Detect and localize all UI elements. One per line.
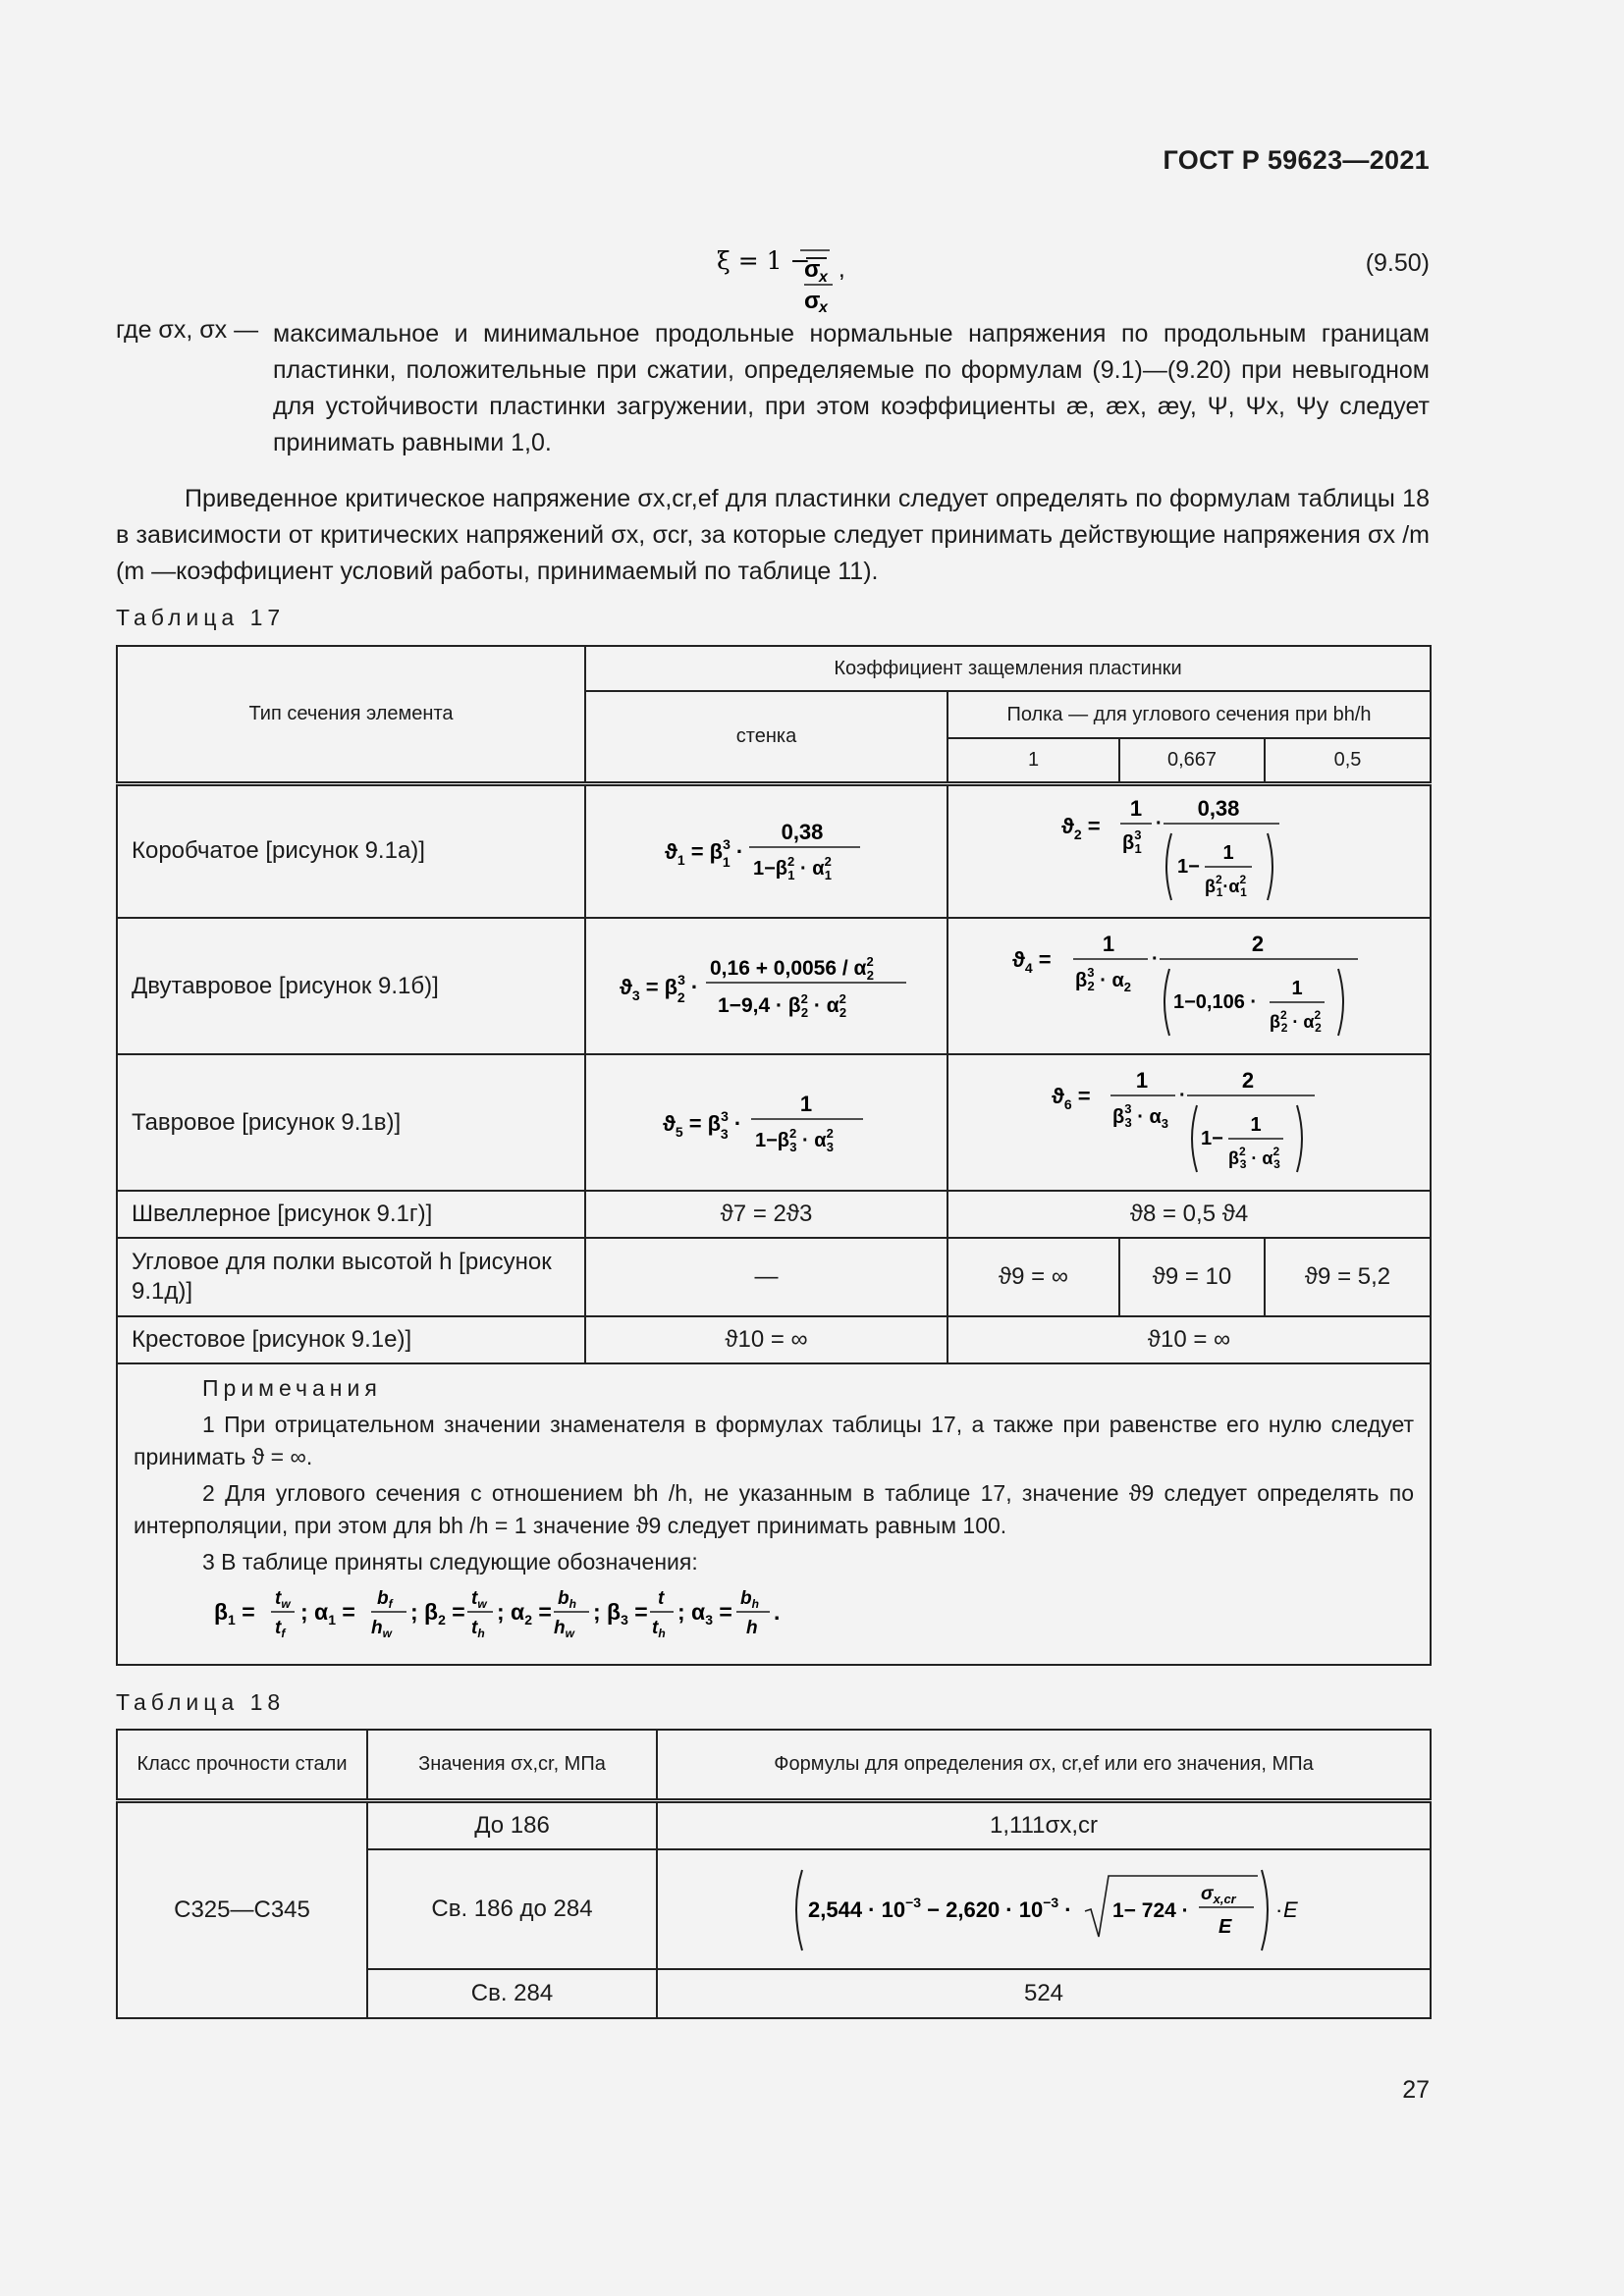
svg-text:1−9,4 · β22 · α22: $1-9,4 \cdot \beta^2$ $2 \cdot \alpha^2$ 2 xyxy=(717,990,846,1020)
t18-range-3: Св. 284 xyxy=(367,1969,657,2018)
t17-web-box xyxy=(585,783,947,918)
svg-text:1− 724 ·: 1− 724 · xyxy=(1112,1899,1189,1922)
table-17 xyxy=(116,645,1432,1666)
svg-text:bh: $b_h$ xyxy=(558,1588,576,1611)
svg-text:1: 1 xyxy=(1129,796,1143,822)
t17-flange-tbeam xyxy=(947,1054,1431,1191)
svg-text:·: · xyxy=(1275,1897,1283,1922)
table-row xyxy=(117,918,1431,1054)
t17-type-box: Коробчатое [рисунок 9.1а)] xyxy=(117,783,585,918)
t17-flange-ibeam xyxy=(947,918,1431,1054)
table-row xyxy=(117,1191,1431,1238)
t17-flange-channel: ϑ8 = 0,5 ϑ4 xyxy=(947,1191,1431,1238)
svg-text:x: x xyxy=(819,269,828,286)
t18-range-2: Св. 186 до 284 xyxy=(367,1849,657,1969)
svg-text:1: 1 xyxy=(1222,842,1234,865)
equation-formula xyxy=(717,226,854,316)
svg-text:2: 2 xyxy=(1241,1067,1255,1093)
t17-type-cross: Крестовое [рисунок 9.1е)] xyxy=(117,1316,585,1363)
svg-text:E: E xyxy=(1283,1897,1298,1922)
table-row xyxy=(117,1238,1431,1316)
t17-type-tbeam: Тавровое [рисунок 9.1в)] xyxy=(117,1054,585,1191)
svg-text:bh: $b_h$ xyxy=(740,1588,759,1611)
svg-text:; β3 =: ; $\beta_3$ = xyxy=(593,1599,648,1628)
svg-text:ϑ4 =: $ϑ_4$ = xyxy=(1012,946,1052,976)
svg-text:tf: $t_f$ xyxy=(275,1618,286,1640)
svg-text:; β2 =: ; $\beta_2$ = xyxy=(410,1599,465,1628)
t17-web-tbeam xyxy=(585,1054,947,1191)
t17-web-channel: ϑ7 = 2ϑ3 xyxy=(585,1191,947,1238)
svg-text:β31: $\beta^3$ 1 xyxy=(1122,828,1142,857)
formula-theta3 xyxy=(620,947,914,1026)
t17-flange-angle-2: ϑ9 = 10 xyxy=(1119,1238,1265,1316)
t17-flange-cross: ϑ10 = ∞ xyxy=(947,1316,1431,1363)
svg-text:ξ = 1 −: ξ = 1 − xyxy=(717,246,811,275)
svg-text:bf: $b_f$ xyxy=(377,1588,393,1611)
table-18 xyxy=(116,1729,1432,2019)
svg-text:2: 2 xyxy=(1251,931,1265,956)
svg-text:h: h xyxy=(746,1618,758,1638)
page-number: 27 xyxy=(1402,2076,1430,2104)
table-notes-row xyxy=(117,1363,1431,1665)
table-row xyxy=(117,1800,1431,1849)
t17-type-ibeam: Двутавровое [рисунок 9.1б)] xyxy=(117,918,585,1054)
note-3: 3 В таблице приняты следующие обозначения: xyxy=(202,1549,698,1575)
t18-range-1: До 186 xyxy=(367,1800,657,1849)
svg-text:ϑ6 =: $ϑ_6$ = xyxy=(1052,1083,1091,1112)
document-header: ГОСТ Р 59623—2021 xyxy=(1163,145,1430,175)
svg-text:β23 · α23: $\beta^2$ $3 \cdot \alpha^2$ 3 xyxy=(1228,1144,1280,1171)
t18-formula-2 xyxy=(657,1849,1431,1969)
table-row xyxy=(117,1054,1431,1191)
t17-web-angle: — xyxy=(585,1238,947,1316)
t18-formula-3: 524 xyxy=(657,1969,1431,2018)
t17-head-flange: Полка — для углового сечения при bh/h xyxy=(947,691,1431,738)
formula-theta4 xyxy=(1012,928,1366,1045)
t18-steel-class: С325—С345 xyxy=(117,1800,367,2018)
svg-text:tw: $t_w$ xyxy=(471,1588,487,1611)
where-text: максимальное и минимальное продольные нормальные напряжения по продольным границам пластинки, положительные при сжатии, определяемые по формулам (9.1)—(9.20) при невыгодном для устойчивости пластинки загружении, при этом коэффициенты æ, æx, æy, Ψ, Ψx, Ψy следует принимать равными 1,0. xyxy=(273,320,1430,456)
svg-text:,: , xyxy=(839,256,845,283)
t17-head-web: стенка xyxy=(585,691,947,783)
svg-text:1: 1 xyxy=(1291,977,1303,999)
svg-text:β22 · α22: $\beta^2$ $2 \cdot \alpha^2$ 2 xyxy=(1270,1007,1322,1035)
t17-head-coef: Коэффициент защемления пластинки xyxy=(585,646,1431,691)
t17-notes xyxy=(117,1363,1431,1665)
svg-text:hw: $h_w$ xyxy=(554,1618,574,1640)
notation-definitions xyxy=(214,1582,901,1643)
formula-theta5 xyxy=(659,1084,875,1162)
t17-ratio-3: 0,5 xyxy=(1265,738,1431,783)
svg-text:.: . xyxy=(774,1599,781,1625)
svg-text:2,544 · 10−3 − 2,620 · 10−3 ·: $2,544 \cdot 10^{-3} - 2,620 \cdot 10^{-3}$ · xyxy=(808,1895,1072,1922)
svg-text:1−: 1− xyxy=(1177,856,1200,879)
t17-flange-angle-1: ϑ9 = ∞ xyxy=(947,1238,1119,1316)
t18-head-values: Значения σx,cr, МПа xyxy=(367,1730,657,1800)
table17-caption: Таблица 17 xyxy=(116,605,286,630)
svg-text:σ: σ xyxy=(804,256,821,283)
svg-text:1−β21 · α21: $1-\beta^2$ $1 \cdot \alpha^2$ 1 xyxy=(752,854,832,883)
t17-ratio-1: 1 xyxy=(947,738,1119,783)
svg-text:th: $t_h$ xyxy=(652,1618,666,1640)
svg-text:1: 1 xyxy=(799,1091,812,1116)
svg-text:ϑ5 = β33 ·: $ϑ_5 = \beta^3$ 3 · xyxy=(662,1107,741,1142)
note-2: 2 Для углового сечения с отношением bh /h, не указанным в таблице 17, значение ϑ9 следует определять по интерполяции, при этом для bh /h = 1 значение ϑ9 следует принимать равным 100. xyxy=(134,1480,1415,1538)
notes-title: Примечания xyxy=(202,1375,382,1401)
t17-flange-box xyxy=(947,783,1431,918)
svg-text:; α2 =: ; $\alpha_2$ = xyxy=(497,1599,552,1628)
t17-head-type: Тип сечения элемента xyxy=(117,646,585,783)
svg-text:β33 · α3: $\beta^3$ $3 \cdot \alpha_3$ xyxy=(1112,1100,1169,1131)
note-1: 1 При отрицательном значении знаменателя в формулах таблицы 17, а также при равенстве его нулю следует принимать ϑ = ∞. xyxy=(134,1412,1415,1469)
formula-theta1 xyxy=(659,812,875,890)
svg-text:ϑ3 = β32 ·: $ϑ_3 = \beta^3$ 2 · xyxy=(619,971,698,1005)
t18-formula-1: 1,111σx,cr xyxy=(657,1800,1431,1849)
svg-text:σ: σ xyxy=(804,288,821,314)
svg-text:1: 1 xyxy=(1250,1113,1262,1136)
svg-text:0,38: 0,38 xyxy=(781,820,823,845)
svg-text:x: x xyxy=(819,299,828,316)
formula-theta6 xyxy=(1052,1064,1326,1182)
svg-text:th: $t_h$ xyxy=(471,1618,485,1640)
svg-text:·: · xyxy=(1156,813,1163,835)
svg-text:; α1 =: ; $\alpha_1$ = xyxy=(300,1599,355,1628)
svg-text:1−β23 · α23: $1-\beta^2$ $3 \cdot \alpha^2$ 3 xyxy=(754,1125,834,1154)
svg-text:·: · xyxy=(1179,1084,1186,1106)
svg-text:; α3 =: ; $\alpha_3$ = xyxy=(677,1599,732,1628)
svg-text:ϑ2 =: $ϑ_2$ = xyxy=(1061,814,1101,843)
svg-text:β21·α21: $\beta^2$ $1\cdot\alpha^2$ 1 xyxy=(1205,873,1247,900)
svg-text:1: 1 xyxy=(1135,1067,1149,1093)
svg-text:β32 · α2: $\beta^3$ $2 \cdot \alpha_2$ xyxy=(1075,964,1132,994)
svg-text:ϑ1 = β31 ·: $ϑ_1 = \beta^3$ 1 · xyxy=(664,836,743,871)
table-row xyxy=(117,783,1431,918)
svg-text:t: t xyxy=(658,1588,665,1609)
paragraph-critical-stress: Приведенное критическое напряжение σx,cr,ef для пластинки следует определять по формулам таблицы 18 в зависимости от критических напряжений σx, σcr, за которые следует принимать действующие напряжения σx /m (m —коэффициент условий работы, принимаемый по таблице 11). xyxy=(116,485,1430,585)
t17-ratio-2: 0,667 xyxy=(1119,738,1265,783)
svg-text:0,16 + 0,0056 / α22: $0,16 + 0,0056 / \alpha^2$ 2 xyxy=(709,953,874,983)
where-label: где σx, σx — xyxy=(116,316,259,344)
t17-type-channel: Швеллерное [рисунок 9.1г)] xyxy=(117,1191,585,1238)
t17-web-ibeam xyxy=(585,918,947,1054)
t18-head-formulas: Формулы для определения σx, cr,ef или его значения, МПа xyxy=(657,1730,1431,1800)
table18-caption: Таблица 18 xyxy=(116,1689,286,1715)
svg-text:·: · xyxy=(1152,947,1159,970)
svg-text:0,38: 0,38 xyxy=(1197,796,1240,822)
t17-flange-angle-3: ϑ9 = 5,2 xyxy=(1265,1238,1431,1316)
svg-text:1−0,106 ·: 1−0,106 · xyxy=(1173,990,1258,1013)
svg-text:β1 =: $\beta_1$ = xyxy=(214,1599,255,1628)
formula-sigma-ef xyxy=(788,1860,1299,1958)
svg-text:1−: 1− xyxy=(1201,1127,1223,1149)
table-row xyxy=(117,1316,1431,1363)
t18-head-steel: Класс прочности стали xyxy=(117,1730,367,1800)
equation-9-50 xyxy=(116,236,1430,316)
svg-text:hw: $h_w$ xyxy=(371,1618,392,1640)
t17-type-angle: Угловое для полки высотой h [рисунок 9.1д)] xyxy=(117,1238,585,1316)
svg-text:E: E xyxy=(1218,1916,1232,1938)
t17-web-cross: ϑ10 = ∞ xyxy=(585,1316,947,1363)
svg-text:tw: $t_w$ xyxy=(275,1588,291,1611)
equation-number: (9.50) xyxy=(1365,249,1430,277)
svg-text:1: 1 xyxy=(1102,931,1115,956)
svg-text:σx,cr: $\sigma_{x,cr}$ xyxy=(1201,1884,1236,1906)
formula-theta2 xyxy=(1061,792,1317,910)
